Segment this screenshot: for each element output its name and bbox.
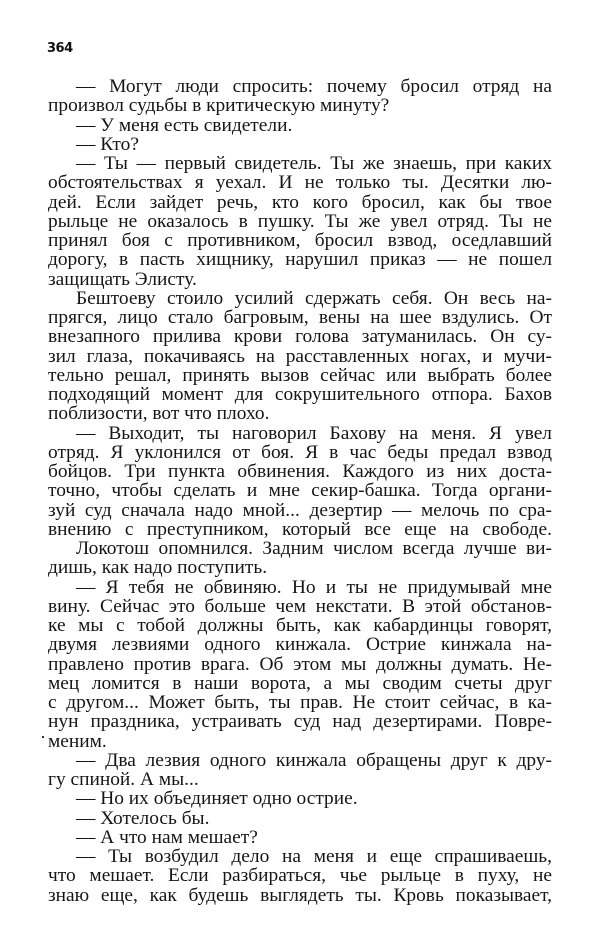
text-line: — Ты возбудил дело на меня и еще спрашиваешь, [76, 846, 552, 867]
text-line: Бештоеву стоило усилий сдержать себя. Он весь на- [76, 287, 552, 309]
text-line: прягся, лицо стало багровым, вены на шее вздулись. От [48, 307, 552, 328]
text-line: мец ломится в наши ворота, а мы сводим счеты друг [48, 672, 552, 694]
text-line: дей. Если зайдет речь, кто кого бросил, как бы твое [48, 191, 552, 213]
text-line: — Ты — первый свидетель. Ты же знаешь, при каких [76, 153, 552, 174]
text-line: — А что нам мешает? [76, 826, 258, 848]
text-line: подходящий момент для сокрушительного отпора. Бахов [48, 384, 552, 405]
text-line: внению с преступником, который все еще на свободе. [48, 518, 552, 540]
text-line: бойцов. Три пункта обвинения. Каждого из них доста- [48, 461, 552, 482]
text-line: — Я тебя не обвиняю. Но и ты не придумывай мне [76, 576, 552, 598]
text-line: произвол судьбы в критическую минуту? [48, 95, 390, 117]
text-line: знаю еще, как будешь выглядеть ты. Кровь показывает, [48, 884, 552, 906]
text-line: отряд. Я уклонился от боя. Я в час беды предал взвод [48, 441, 552, 463]
text-line: рыльце не оказалось в пушку. Ты же увел отряд. Ты не [48, 210, 552, 232]
text-line: с другом... Может быть, ты прав. Не стоит сейчас, в ка- [48, 692, 552, 713]
text-line: точно, чтобы сделать и мне секир-башка. Тогда органи- [48, 480, 552, 502]
text-line: поблизости, вот что плохо. [48, 403, 270, 425]
text-line: тельно решал, принять вызов сейчас или выбрать более [48, 364, 552, 386]
text-line: — Но их объединяет одно острие. [76, 788, 358, 810]
page-number: 364 [47, 41, 73, 56]
text-line: Локотош опомнился. Задним числом всегда лучше ви- [76, 538, 552, 559]
text-line: гу спиной. А мы... [48, 769, 199, 790]
text-line: — Выходит, ты наговорил Бахову на меня. Я увел [76, 422, 552, 444]
text-line: — Два лезвия одного кинжала обращены друг к дру- [76, 749, 552, 771]
text-line: нун праздника, устраивать суд над дезертирами. Повре- [48, 711, 552, 733]
text-line: правлено против врага. Об этом мы должны думать. Не- [48, 653, 552, 675]
text-line: защищать Элисту. [48, 268, 197, 290]
text-line: зуй суд сначала надо мной... дезертир — мелочь по сра- [48, 499, 552, 521]
text-line: — Кто? [76, 133, 139, 155]
text-line: зил глаза, покачиваясь на расставленных ногах, и мучи- [48, 345, 552, 367]
text-line: внезапного прилива крови голова затуманилась. Он су- [48, 326, 552, 348]
text-line: — Могут люди спросить: почему бросил отряд на [76, 76, 552, 97]
text-line: что мешает. Если разбираться, чье рыльце в пуху, не [48, 865, 552, 887]
text-line: вину. Сейчас это больше чем некстати. В этой обстанов- [48, 595, 552, 617]
text-line: — У меня есть свидетели. [76, 114, 293, 136]
text-line: двумя лезвиями одного кинжала. Острие кинжала на- [48, 634, 552, 656]
text-line: дорогу, в пасть хищнику, нарушил приказ — не пошел [48, 249, 552, 271]
body-text [48, 77, 552, 905]
text-line: обстоятельствах я уехал. И не только ты. Десятки лю- [48, 172, 552, 194]
text-line: ке мы с тобой должны быть, как кабардинцы говорят, [48, 615, 552, 636]
text-line: — Хотелось бы. [76, 807, 210, 829]
text-line: принял боя с противником, бросил взвод, оседлавший [48, 230, 552, 251]
text-line: дишь, как надо поступить. [48, 557, 268, 579]
stray-mark [42, 736, 44, 738]
text-line: меним. [48, 730, 107, 752]
